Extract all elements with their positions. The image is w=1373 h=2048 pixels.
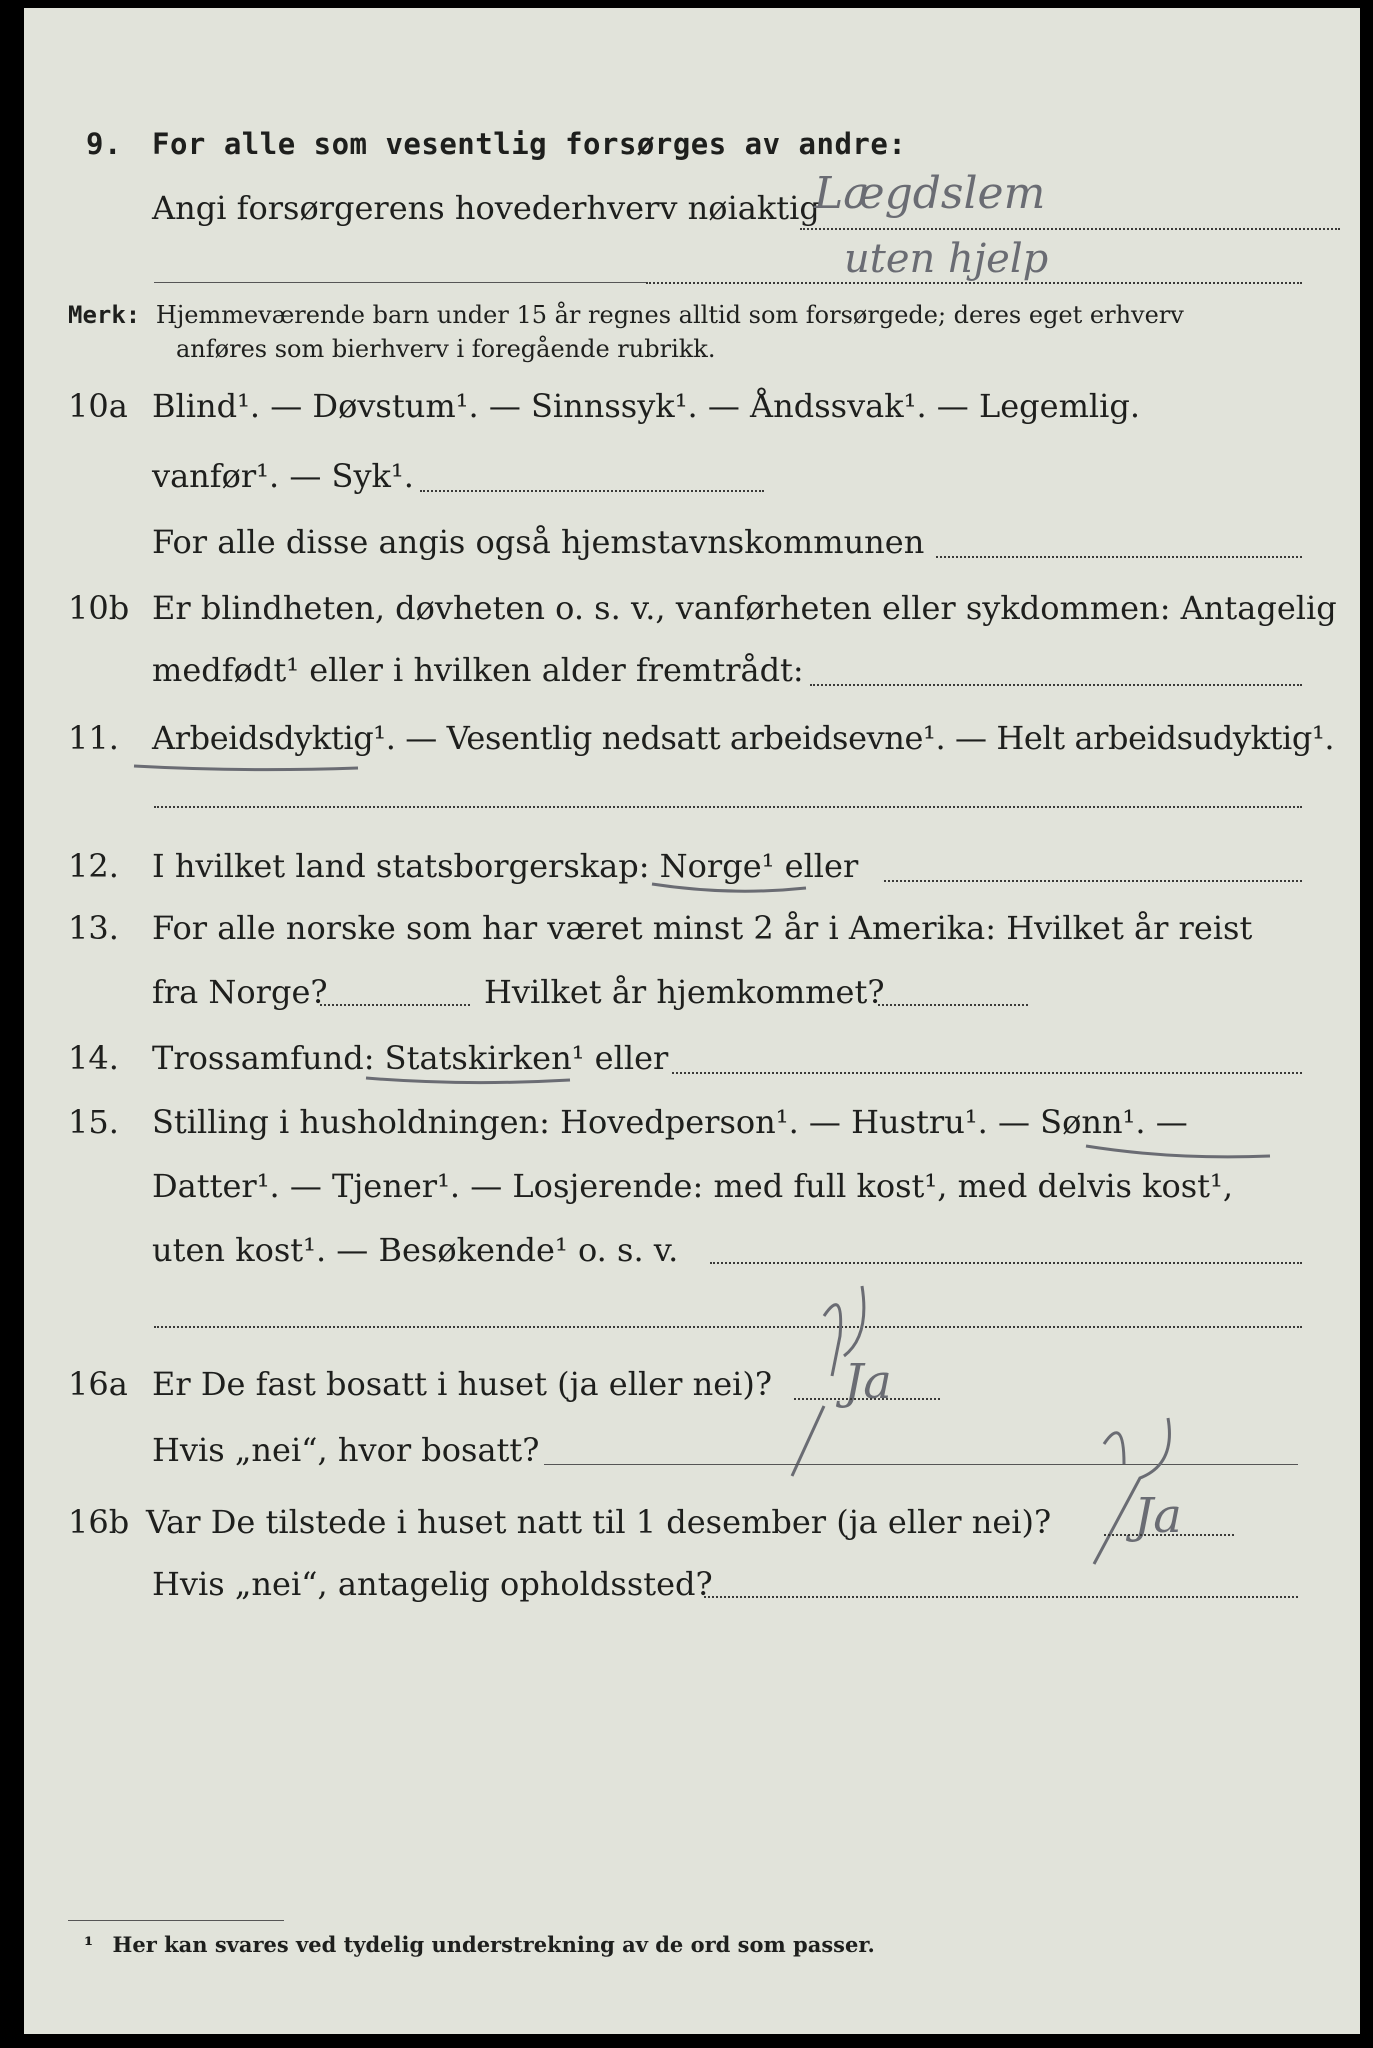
q16b-text-1: Var De tilstede i huset natt til 1 desember (ja eller nei)? [146,1503,1052,1541]
q10a-number: 10a [68,387,128,425]
q11-number: 11. [68,719,119,757]
q11-text: Arbeidsdyktig¹. — Vesentlig nedsatt arbeidsevne¹. — Helt arbeidsudyktig¹. [152,719,1335,757]
q9-answer-line-2b [646,282,1302,284]
q16b-answer-line-1 [1104,1534,1234,1536]
q15-answer-line-2 [154,1326,1302,1328]
q16a-number: 16a [68,1365,128,1403]
q14-number: 14. [68,1039,119,1077]
q10a-text-2: vanfør¹. — Syk¹. [152,457,414,495]
q12-handwritten-underline [650,880,810,900]
q10a-text-1: Blind¹. — Døvstum¹. — Sinnssyk¹. — Åndssvak¹. — Legemlig. [152,387,1141,425]
footnote-separator [68,1920,284,1921]
footnote-text: Her kan svares ved tydelig understrekning av de ord som passer. [112,1932,875,1957]
footnote-mark: ¹ [84,1932,94,1957]
q13-number: 13. [68,909,119,947]
q16b-number: 16b [68,1503,130,1541]
q10b-answer-line [810,684,1302,686]
q16b-answer-line-2 [704,1596,1298,1598]
q14-handwritten-underline [364,1072,574,1092]
q9-handwritten-answer-1: Lægdslem [814,168,1046,219]
q9-number: 9. [86,127,122,161]
q13-answer-line-1 [320,1004,470,1006]
footnote [84,1932,875,1957]
merk-text-2: anføres som bierhverv i foregående rubrikk. [176,335,716,363]
q16a-handwritten-answer: Ja [844,1354,892,1410]
q16a-text-2: Hvis „nei“, hvor bosatt? [152,1431,540,1469]
q9-handwritten-answer-2: uten hjelp [844,236,1049,282]
q14-answer-line [672,1072,1302,1074]
q13-answer-line-2 [878,1004,1028,1006]
q13-text-2b: Hvilket år hjemkommet? [484,973,885,1011]
q10b-number: 10b [68,589,130,627]
q13-text-1: For alle norske som har været minst 2 år i Amerika: Hvilket år reist [152,909,1253,947]
census-form-page [24,8,1360,2034]
q16a-answer-line-1 [794,1398,940,1400]
q11-answer-line [154,806,1302,808]
q9-question-heading: For alle som vesentlig forsørges av andre: [152,127,907,161]
q10a-text-3: For alle disse angis også hjemstavnskommunen [152,523,925,561]
q11-handwritten-underline [132,758,362,778]
q9-answer-line-1 [800,228,1340,230]
q15-number: 15. [68,1103,119,1141]
q12-text: I hvilket land statsborgerskap: Norge¹ eller [152,847,859,885]
q16b-text-2: Hvis „nei“, antagelig opholdssted? [152,1565,713,1603]
merk-text-1: Hjemmeværende barn under 15 år regnes alltid som forsørgede; deres eget erhverv [155,301,1184,329]
q14-text: Trossamfund: Statskirken¹ eller [152,1039,669,1077]
merk-note-line-1 [68,298,1184,332]
q10a-answer-line-2 [936,556,1302,558]
q15-text-1: Stilling i husholdningen: Hovedperson¹. — Hustru¹. — Sønn¹. — [152,1103,1188,1141]
merk-note-line-2 [176,332,715,366]
q9-question-text: Angi forsørgerens hovederhverv nøiaktig [152,189,820,227]
q9-answer-line-2a [154,282,646,283]
q16b-handwritten-answer: Ja [1134,1488,1182,1544]
q12-answer-line [884,880,1302,882]
q16a-text-1: Er De fast bosatt i huset (ja eller nei)? [152,1365,773,1403]
q12-number: 12. [68,847,119,885]
q15-text-2: Datter¹. — Tjener¹. — Losjerende: med full kost¹, med delvis kost¹, [152,1167,1234,1205]
q15-text-3: uten kost¹. — Besøkende¹ o. s. v. [152,1231,679,1269]
q10b-text-1: Er blindheten, døvheten o. s. v., vanførheten eller sykdommen: Antagelig [152,589,1337,627]
merk-label: Merk: [68,301,141,329]
q15-answer-line-1 [710,1262,1302,1264]
q10b-text-2: medfødt¹ eller i hvilken alder fremtrådt: [152,651,804,689]
q10a-answer-line-1 [420,490,764,492]
q13-text-2a: fra Norge? [152,973,328,1011]
